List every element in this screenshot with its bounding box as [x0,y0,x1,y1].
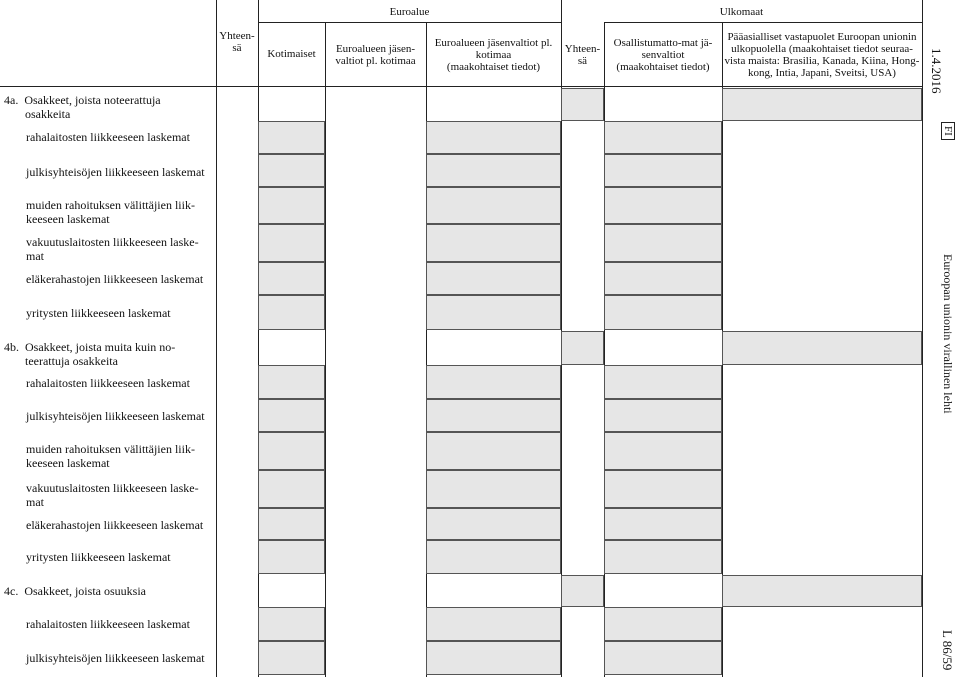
shaded-cell [258,508,325,540]
row-label-4a: 4a. Osakkeet, joista noteerattuja osakkeita [4,93,161,121]
shaded-cell [258,262,325,295]
header-yhteensa-ulkomaat: Yhteen- sä [564,43,601,67]
shaded-cell [258,432,325,470]
row-label: muiden rahoituksen välittäjien liik- keeseen laskemat [26,442,195,470]
grid-line [258,0,259,677]
shaded-cell [722,88,922,121]
shaded-cell [426,607,561,641]
row-label: julkisyhteisöjen liikkeeseen laskemat [26,165,205,179]
shaded-cell [722,575,922,607]
shaded-cell [604,295,722,330]
row-label: eläkerahastojen liikkeeseen laskemat [26,518,204,532]
grid-line [922,0,923,677]
row-label: muiden rahoituksen välittäjien liik- keeseen laskemat [26,198,195,226]
shaded-cell [561,331,604,365]
shaded-cell [604,508,722,540]
shaded-cell [258,365,325,399]
row-label: julkisyhteisöjen liikkeeseen laskemat [26,651,205,665]
row-label: yritysten liikkeeseen laskemat [26,306,171,320]
shaded-cell [722,331,922,365]
row-label: vakuutuslaitosten liikkeeseen laske- mat [26,235,199,263]
shaded-cell [258,187,325,224]
shaded-cell [426,365,561,399]
grid-line [604,22,922,23]
shaded-cell [258,224,325,262]
shaded-cell [426,121,561,154]
shaded-cell [561,575,604,607]
row-label-4c: 4c. Osakkeet, joista osuuksia [4,584,146,598]
shaded-cell [426,540,561,574]
shaded-cell [561,88,604,121]
shaded-cell [426,641,561,675]
shaded-cell [258,399,325,432]
shaded-cell [604,262,722,295]
header-euroalue-jasenvaltiot: Euroalueen jäsen- valtiot pl. kotimaa [335,43,416,67]
header-euroalue-maakohtaiset: Euroalueen jäsenvaltiot pl. kotimaa (maakohtaiset tiedot) [434,37,553,73]
grid-line [0,86,922,87]
shaded-cell [604,470,722,508]
row-label: rahalaitosten liikkeeseen laskemat [26,130,190,144]
shaded-cell [426,224,561,262]
shaded-cell [426,470,561,508]
shaded-cell [604,224,722,262]
row-label: rahalaitosten liikkeeseen laskemat [26,376,190,390]
shaded-cell [604,540,722,574]
shaded-cell [604,154,722,187]
row-label: rahalaitosten liikkeeseen laskemat [26,617,190,631]
shaded-cell [604,432,722,470]
row-label: julkisyhteisöjen liikkeeseen laskemat [26,409,205,423]
row-label: vakuutuslaitosten liikkeeseen laske- mat [26,481,199,509]
shaded-cell [258,641,325,675]
row-label: yritysten liikkeeseen laskemat [26,550,171,564]
shaded-cell [258,295,325,330]
shaded-cell [604,121,722,154]
header-ulkomaat: Ulkomaat [719,6,764,18]
sidebar-language-box: FI [941,122,955,140]
row-label: eläkerahastojen liikkeeseen laskemat [26,272,204,286]
sidebar-date: 1.4.2016 [929,48,944,94]
grid-line [325,22,326,677]
shaded-cell [426,432,561,470]
grid-line [258,22,561,23]
shaded-cell [258,540,325,574]
sidebar-journal-title: Euroopan unionin virallinen lehti [941,254,955,414]
header-kotimaiset: Kotimaiset [267,48,316,60]
row-label-4b: 4b. Osakkeet, joista muita kuin no- teerattuja osakkeita [4,340,176,368]
shaded-cell [258,154,325,187]
shaded-cell [426,154,561,187]
shaded-cell [604,641,722,675]
shaded-cell [604,365,722,399]
header-yhteensa: Yhteen- sä [219,30,255,54]
shaded-cell [258,470,325,508]
shaded-cell [426,295,561,330]
header-paaasialliset: Pääasialliset vastapuolet Euroopan unionin ulkopuolella (maakohtaiset tiedot seuraa- vista maista: Brasilia, Kanada, Kiina, Hong- kong, Intia, Japani, Sveitsi, USA) [724,31,920,79]
shaded-cell [604,399,722,432]
shaded-cell [426,399,561,432]
shaded-cell [426,187,561,224]
sidebar-page-number: L 86/59 [940,630,955,671]
shaded-cell [426,262,561,295]
shaded-cell [604,607,722,641]
shaded-cell [258,607,325,641]
header-osallistumattomat: Osallistumatto-mat jä- senvaltiot (maakohtaiset tiedot) [613,37,713,73]
header-euroalue: Euroalue [389,6,430,18]
shaded-cell [604,187,722,224]
shaded-cell [258,121,325,154]
shaded-cell [426,508,561,540]
